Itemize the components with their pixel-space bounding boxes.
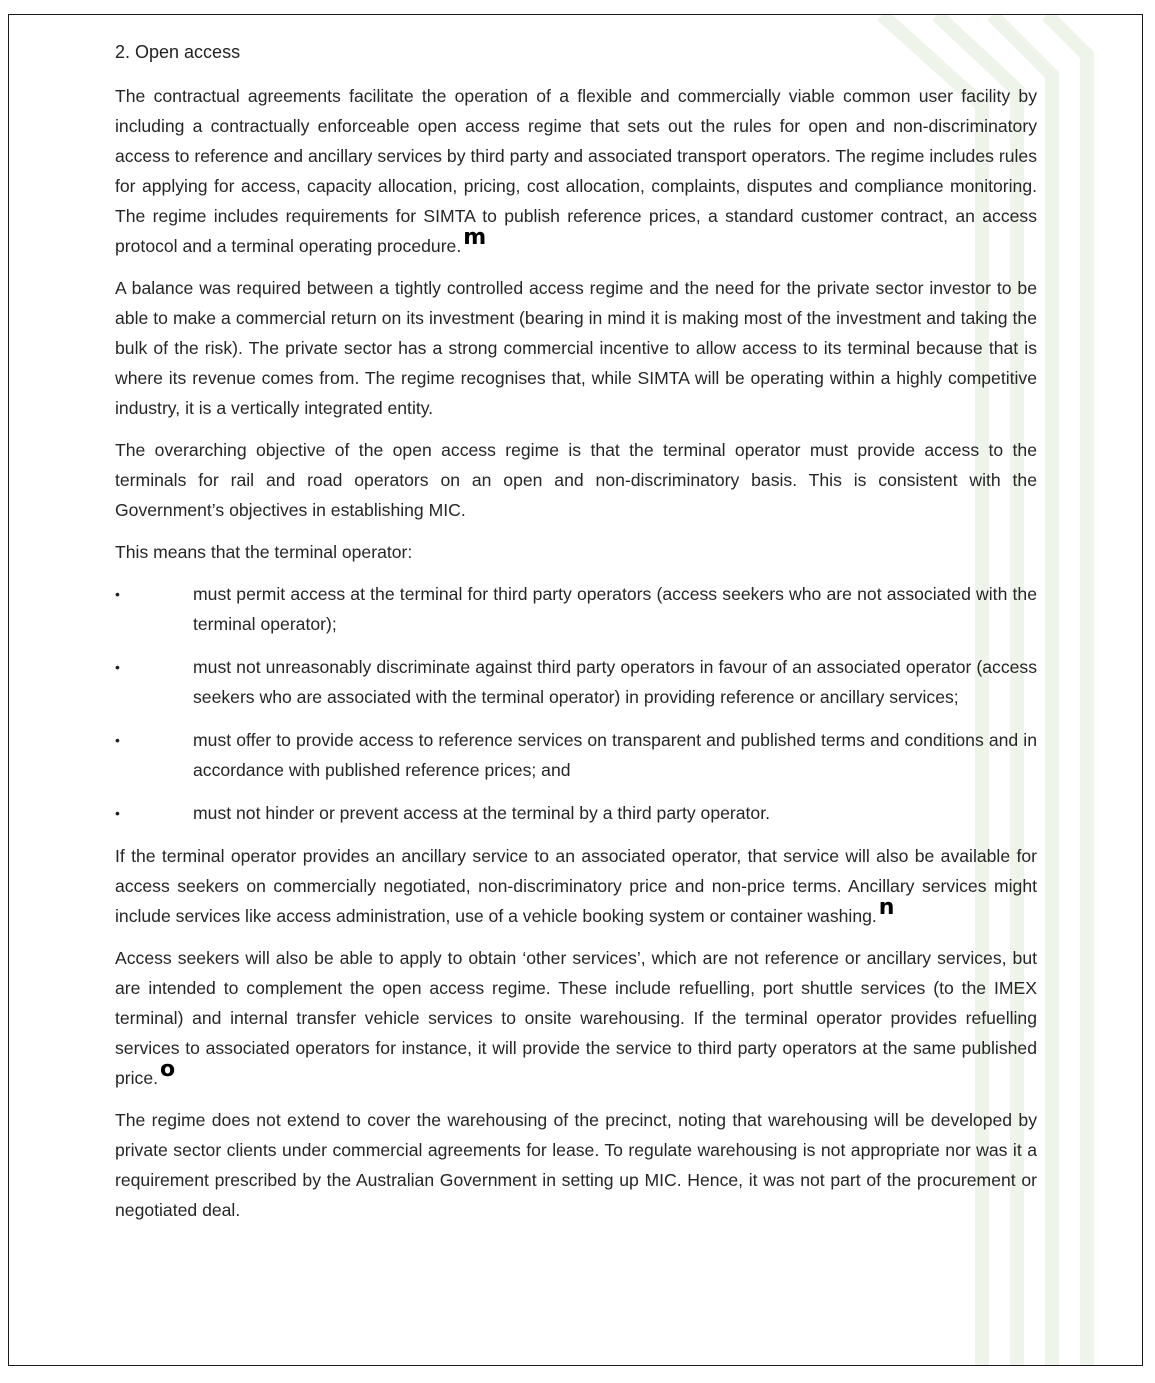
section-heading: 2. Open access: [115, 42, 241, 62]
bullet-icon: •: [115, 805, 120, 821]
list-item-text: must permit access at the terminal for third party operators (access seekers who are not associated with the terminal operator);: [193, 584, 1037, 634]
paragraph-text: The regime does not extend to cover the warehousing of the precinct, noting that warehousing will be developed by private sector clients under commercial agreements for lease. To regulate warehousing is not appropriate nor was it a requirement prescribed by the Australian Government in setting up MIC. Hence, it was not part of the procurement or negotiated deal.: [115, 1110, 1037, 1220]
footnote-marker-m: m: [463, 225, 487, 250]
list-item: [115, 652, 1037, 712]
paragraph-other-services: [115, 943, 1037, 1093]
list-item: [115, 579, 1037, 639]
paragraph-text: Access seekers will also be able to apply to obtain ‘other services’, which are not reference or ancillary services, but are intended to complement the open access regime. These include refuelling, port shuttle services (to the IMEX terminal) and internal transfer vehicle services to onsite warehousing. If the terminal operator provides refuelling services to associated operators for instance, it will provide the service to third party operators at the same published price.: [115, 948, 1037, 1088]
paragraph-overarching-objective: [115, 435, 1037, 525]
paragraph-text: If the terminal operator provides an ancillary service to an associated operator, that service will also be available for access seekers on commercially negotiated, non-discriminatory price and non-price terms. Ancillary services might include services like access administration, use of a vehicle booking system or container washing.: [115, 846, 1037, 926]
list-item-text: must not unreasonably discriminate against third party operators in favour of an associated operator (access seekers who are associated with the terminal operator) in providing reference or ancillary services;: [193, 657, 1037, 707]
document-page: [8, 14, 1143, 1366]
list-item-text: must not hinder or prevent access at the terminal by a third party operator.: [193, 803, 770, 823]
list-item: [115, 798, 1037, 828]
paragraph-contractual-agreements: [115, 81, 1037, 261]
paragraph-text: A balance was required between a tightly controlled access regime and the need for the private sector investor to be able to make a commercial return on its investment (bearing in mind it is making most of the investment and taking the bulk of the risk). The private sector has a strong commercial incentive to allow access to its terminal because that is where its revenue comes from. The regime recognises that, while SIMTA will be operating within a highly competitive industry, it is a vertically integrated entity.: [115, 278, 1037, 418]
paragraph-ancillary-service: [115, 841, 1037, 931]
paragraph-text: This means that the terminal operator:: [115, 542, 413, 562]
list-item-text: must offer to provide access to reference services on transparent and published terms and conditions and in accordance with published reference prices; and: [193, 730, 1037, 780]
bullet-icon: •: [115, 732, 120, 748]
footnote-marker-n: n: [878, 895, 895, 920]
paragraph-text: The contractual agreements facilitate the operation of a flexible and commercially viable common user facility by including a contractually enforceable open access regime that sets out the rules for open and non-discriminatory access to reference and ancillary services by third party and associated transport operators. The regime includes rules for applying for access, capacity allocation, pricing, cost allocation, complaints, disputes and compliance monitoring. The regime includes requirements for SIMTA to publish reference prices, a standard customer contract, an access protocol and a terminal operating procedure.: [115, 86, 1037, 256]
paragraph-text: The overarching objective of the open access regime is that the terminal operator must provide access to the terminals for rail and road operators on an open and non-discriminatory basis. This is consistent with the Government’s objectives in establishing MIC.: [115, 440, 1037, 520]
paragraph-warehousing: [115, 1105, 1037, 1225]
footnote-marker-o: o: [160, 1057, 176, 1082]
bullet-icon: •: [115, 659, 120, 675]
paragraph-balance: [115, 273, 1037, 423]
document-content: [115, 39, 1037, 1237]
obligations-list: [115, 579, 1037, 828]
list-item: [115, 725, 1037, 785]
paragraph-this-means: [115, 537, 1037, 567]
bullet-icon: •: [115, 586, 120, 602]
